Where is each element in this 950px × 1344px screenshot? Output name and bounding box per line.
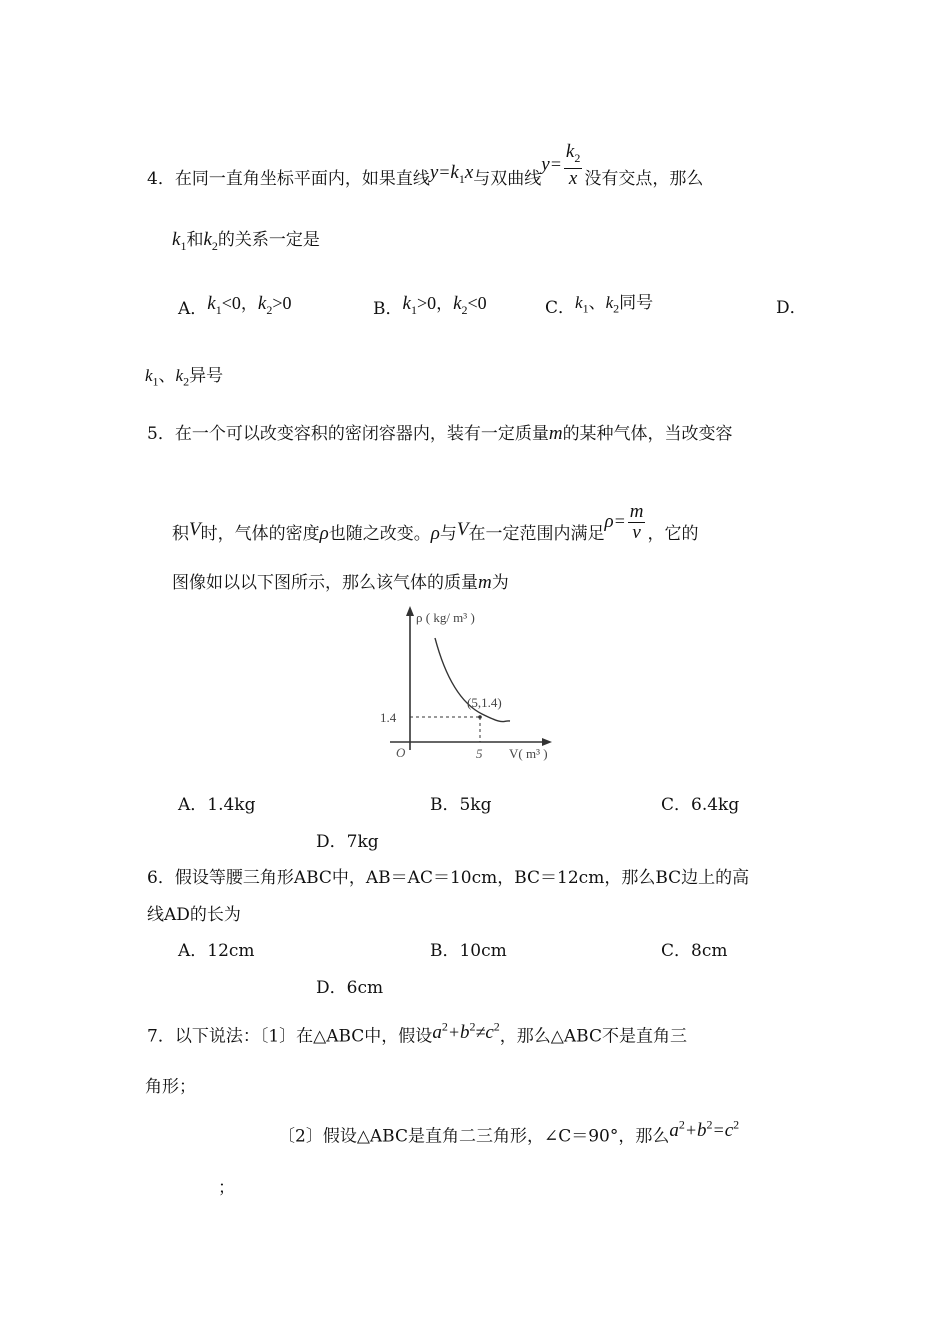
- x-axis-label: V( m³ ): [509, 746, 548, 761]
- q5-line1: 5．在一个可以改变容积的密闭容器内，装有一定质量m的某种气体，当改变容: [147, 423, 733, 444]
- point-marker: [478, 715, 482, 719]
- q4-text-b: 与双曲线: [473, 168, 542, 189]
- q4-option-d-label: D．: [776, 298, 807, 318]
- formula-pythagoras: $a^2+b^2=c^2$: [669, 1118, 740, 1142]
- formula-density: ρ= $\frac{m}{v}$: [604, 501, 644, 543]
- q7-line2: 角形；: [145, 1077, 196, 1097]
- x-tick-label: 5: [476, 746, 483, 761]
- q5-option-a: A．1.4kg: [178, 795, 256, 815]
- q4-option-a: A．$k_1<0$，$k_2>0$: [178, 293, 292, 319]
- q5-option-d: D．7kg: [316, 832, 379, 852]
- q4-text-c: 没有交点，那么: [584, 168, 704, 189]
- q5-option-b: B．5kg: [430, 795, 492, 815]
- q4-line2: [172, 230, 320, 256]
- origin-label: O: [396, 745, 406, 760]
- q6-option-d: D．6cm: [316, 978, 384, 998]
- q4-option-d: $k_1$、$k_2$异号: [145, 366, 224, 389]
- y-axis-label: ρ ( kg/ m³ ): [416, 610, 475, 625]
- q5-option-c: C．6.4kg: [661, 795, 740, 815]
- point-label: (5,1.4): [467, 695, 502, 710]
- q7-line4: ；: [218, 1178, 235, 1198]
- q7-line1: 7．以下说法：〔1〕在△ABC中，假设$a^2+b^2\ne c^2$，那么△ABC不是直角三: [147, 1020, 687, 1047]
- y-tick-label: 1.4: [380, 710, 397, 725]
- mass-symbol: m: [548, 423, 563, 444]
- density-volume-graph: [372, 600, 582, 770]
- q4-line1: [147, 141, 704, 203]
- q4-option-c: C．$k_1$、$k_2$同号: [545, 293, 654, 318]
- y-axis-arrow: [406, 606, 414, 616]
- q4-and: 和: [186, 230, 204, 250]
- q5-line2: 积V时，气体的密度ρ也随之改变。ρ与V在一定范围内满足ρ= $\frac{m}{v}$ ，它的: [172, 501, 699, 544]
- q6-line1: 6．假设等腰三角形ABC中，AB＝AC＝10cm，BC＝12cm，那么BC边上的高: [147, 868, 750, 888]
- q6-line2: 线AD的长为: [147, 905, 241, 925]
- q5-line3: 图像如以以下图所示，那么该气体的质量m为: [172, 572, 509, 593]
- q4-line2-rest: 的关系一定是: [217, 230, 320, 250]
- q7-line3: 〔2〕假设△ABC是直角二三角形，∠C＝90°，那么$a^2+b^2=c^2$: [278, 1118, 740, 1147]
- k2-symbol: $k_2$: [203, 229, 218, 253]
- q4-option-b: B．$k_1>0$，$k_2<0$: [373, 293, 487, 319]
- k1-symbol: $k_1$: [172, 229, 187, 253]
- q6-option-a: A．12cm: [178, 941, 255, 961]
- formula-line: $y=k_1x$: [429, 161, 474, 186]
- q6-option-c: C．8cm: [661, 941, 728, 961]
- q6-option-b: B．10cm: [430, 941, 507, 961]
- formula-neq: $a^2+b^2\ne c^2$: [432, 1020, 500, 1044]
- x-axis-arrow: [542, 738, 552, 746]
- q4-number: 4．: [147, 168, 175, 189]
- formula-hyperbola: y= $\frac{k_2}{x}$: [541, 141, 581, 189]
- q4-text-a: 在同一直角坐标平面内，如果直线: [174, 168, 430, 189]
